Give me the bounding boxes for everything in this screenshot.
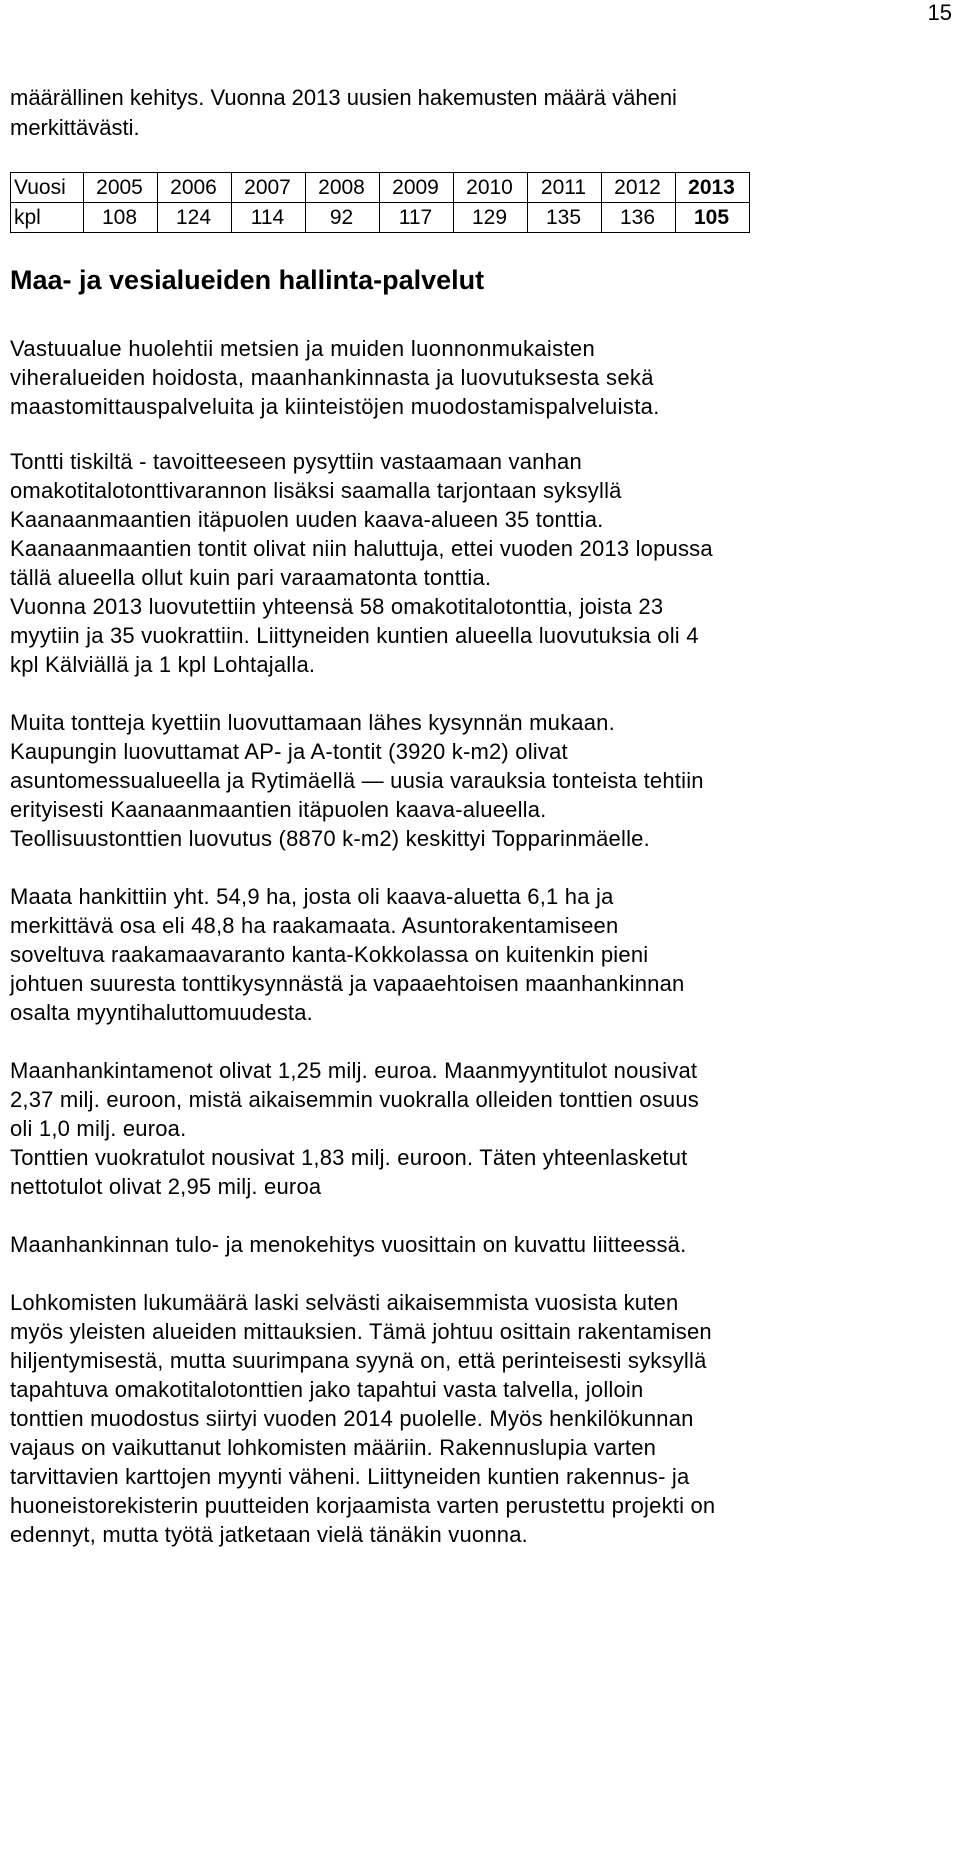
- applications-table: [10, 172, 750, 233]
- text-line: Vastuualue huolehtii metsien ja muiden luonnonmukaisten: [10, 336, 596, 361]
- paragraph-finances: [10, 1056, 945, 1201]
- text-line: Lohkomisten lukumäärä laski selvästi aikaisemmista vuosista kuten: [10, 1290, 679, 1315]
- table-cell: 129: [454, 203, 528, 233]
- paragraph-appendix-note: [10, 1230, 945, 1259]
- text-line: viheralueiden hoidosta, maanhankinnasta ja luovutuksesta sekä: [10, 365, 654, 390]
- text-line: tällä alueella ollut kuin pari varaamatonta tonttia.: [10, 565, 492, 590]
- text-line: hiljentymisestä, mutta suurimpana syynä on, että perinteisesti syksyllä: [10, 1348, 707, 1373]
- section-heading: Maa- ja vesialueiden hallinta-palvelut: [10, 265, 485, 295]
- table-cell: 108: [84, 203, 158, 233]
- table-cell: 2005: [84, 173, 158, 203]
- table-cell: 114: [232, 203, 306, 233]
- table-row-years: [11, 173, 750, 203]
- table-cell: 2013: [676, 173, 750, 203]
- table-cell: 136: [602, 203, 676, 233]
- text-line: tapahtuva omakotitalotonttien jako tapahtui vasta talvella, jolloin: [10, 1377, 644, 1402]
- table-cell: 2008: [306, 173, 380, 203]
- text-line: Kaanaanmaantien tontit olivat niin haluttuja, ettei vuoden 2013 lopussa: [10, 536, 713, 561]
- table-cell: 2012: [602, 173, 676, 203]
- body-text: [10, 447, 945, 1549]
- table-cell: 92: [306, 203, 380, 233]
- text-line: oli 1,0 milj. euroa.: [10, 1116, 187, 1141]
- table-cell: 2010: [454, 173, 528, 203]
- text-line: maastomittauspalveluita ja kiinteistöjen muodostamispalveluista.: [10, 394, 660, 419]
- intro-paragraph: [10, 83, 940, 143]
- paragraph-parcelling: [10, 1288, 945, 1549]
- text-line: omakotitalotonttivarannon lisäksi saamalla tarjontaan syksyllä: [10, 478, 622, 503]
- table-cell: 2011: [528, 173, 602, 203]
- text-line: merkittävästi.: [10, 115, 140, 140]
- text-line: edennyt, mutta työtä jatketaan vielä tänäkin vuonna.: [10, 1522, 528, 1547]
- table-cell: 124: [158, 203, 232, 233]
- paragraph-plots: [10, 447, 945, 679]
- text-line: Maata hankittiin yht. 54,9 ha, josta oli kaava-aluetta 6,1 ha ja: [10, 884, 614, 909]
- paragraph-other-plots: [10, 708, 945, 853]
- text-line: osalta myyntihaluttomuudesta.: [10, 1000, 313, 1025]
- text-line: määrällinen kehitys. Vuonna 2013 uusien hakemusten määrä väheni: [10, 85, 677, 110]
- text-line: huoneistorekisterin puutteiden korjaamista varten perustettu projekti on: [10, 1493, 716, 1518]
- page-number: 15: [927, 0, 952, 25]
- text-line: 2,37 milj. euroon, mistä aikaisemmin vuokralla olleiden tonttien osuus: [10, 1087, 700, 1112]
- text-line: Maanhankintamenot olivat 1,25 milj. euroa. Maanmyyntitulot nousivat: [10, 1058, 698, 1083]
- text-line: Tonttien vuokratulot nousivat 1,83 milj. euroon. Täten yhteenlasketut: [10, 1145, 688, 1170]
- text-line: merkittävä osa eli 48,8 ha raakamaata. Asuntorakentamiseen: [10, 913, 619, 938]
- lead-paragraph: [10, 334, 940, 421]
- table-cell: 117: [380, 203, 454, 233]
- text-line: Teollisuustonttien luovutus (8870 k-m2) keskittyi Topparinmäelle.: [10, 826, 650, 851]
- text-line: tonttien muodostus siirtyi vuoden 2014 puolelle. Myös henkilökunnan: [10, 1406, 694, 1431]
- text-line: myytiin ja 35 vuokrattiin. Liittyneiden kuntien alueella luovutuksia oli 4: [10, 623, 699, 648]
- table-cell: 2006: [158, 173, 232, 203]
- text-line: nettotulot olivat 2,95 milj. euroa: [10, 1174, 322, 1199]
- text-line: erityisesti Kaanaanmaantien itäpuolen kaava-alueella.: [10, 797, 547, 822]
- text-line: Muita tontteja kyettiin luovuttamaan lähes kysynnän mukaan.: [10, 710, 615, 735]
- text-line: Kaanaanmaantien itäpuolen uuden kaava-alueen 35 tonttia.: [10, 507, 604, 532]
- text-line: kpl Kälviällä ja 1 kpl Lohtajalla.: [10, 652, 316, 677]
- text-line: soveltuva raakamaavaranto kanta-Kokkolassa on kuitenkin pieni: [10, 942, 649, 967]
- text-line: Maanhankinnan tulo- ja menokehitys vuosittain on kuvattu liitteessä.: [10, 1232, 687, 1257]
- text-line: Kaupungin luovuttamat AP- ja A-tontit (3920 k-m2) olivat: [10, 739, 568, 764]
- table-cell: 105: [676, 203, 750, 233]
- table-cell: Vuosi: [11, 173, 84, 203]
- text-line: asuntomessualueella ja Rytimäellä — uusia varauksia tonteista tehtiin: [10, 768, 704, 793]
- paragraph-land-acquisition: [10, 882, 945, 1027]
- text-line: tarvittavien karttojen myynti väheni. Liittyneiden kuntien rakennus- ja: [10, 1464, 690, 1489]
- table-cell: 135: [528, 203, 602, 233]
- table-cell: kpl: [11, 203, 84, 233]
- text-line: Vuonna 2013 luovutettiin yhteensä 58 omakotitalotonttia, joista 23: [10, 594, 664, 619]
- text-line: johtuen suuresta tonttikysynnästä ja vapaaehtoisen maanhankinnan: [10, 971, 685, 996]
- table-cell: 2009: [380, 173, 454, 203]
- text-line: myös yleisten alueiden mittauksien. Tämä johtuu osittain rakentamisen: [10, 1319, 712, 1344]
- text-line: Tontti tiskiltä - tavoitteeseen pysyttiin vastaamaan vanhan: [10, 449, 582, 474]
- table-row-counts: [11, 203, 750, 233]
- text-line: vajaus on vaikuttanut lohkomisten määriin. Rakennuslupia varten: [10, 1435, 657, 1460]
- table-cell: 2007: [232, 173, 306, 203]
